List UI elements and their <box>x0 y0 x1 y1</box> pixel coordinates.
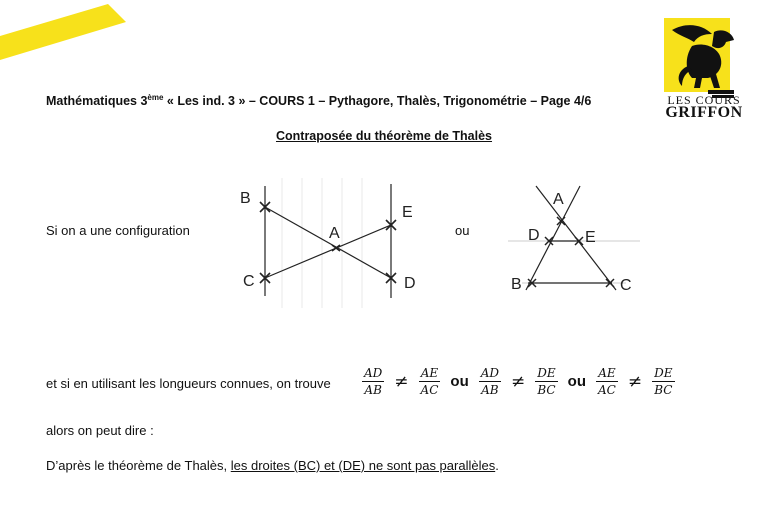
label-d: D <box>528 227 540 244</box>
or-word: ou <box>567 373 586 390</box>
label-e: E <box>585 229 596 246</box>
fraction-de-bc: $\frac{DE}{BC}$ <box>537 366 556 397</box>
or-word: ou <box>450 373 469 390</box>
condition-text: et si en utilisant les longueurs connues, on trouve <box>46 376 331 391</box>
header-prefix: Mathématiques 3 <box>46 94 148 109</box>
fraction-de-bc-2: $\frac{DE}{BC}$ <box>654 366 673 397</box>
neq-sign: ≠ <box>394 371 409 392</box>
logo-line2: GRIFFON <box>665 104 743 121</box>
label-d: D <box>404 275 416 292</box>
then-text: alors on peut dire : <box>46 423 154 438</box>
section-title: Contraposée du théorème de Thalès <box>275 129 493 143</box>
fraction-ad-ab: $\frac{AD}{AB}$ <box>364 366 383 397</box>
conclusion-prefix: D’après le théorème de Thalès, <box>46 458 231 473</box>
conclusion-suffix: . <box>495 458 499 473</box>
figure-triangle <box>500 182 650 302</box>
fraction-ae-ac-2: $\frac{AE}{AC}$ <box>598 366 616 397</box>
document-header <box>46 93 591 108</box>
yellow-corner-decoration <box>0 0 140 60</box>
label-e: E <box>402 204 413 221</box>
label-c: C <box>620 277 632 294</box>
ratio-inequality <box>362 366 675 397</box>
fraction-ae-ac: $\frac{AE}{AC}$ <box>420 366 439 397</box>
figure-butterfly <box>232 178 432 308</box>
logo-line1: LES COURS <box>667 93 741 107</box>
conclusion-text <box>46 458 499 473</box>
header-rest: « Les ind. 3 » – COURS 1 – Pythagore, Thalès, Trigonométrie – Page 4/6 <box>163 94 592 109</box>
label-a: A <box>553 191 564 208</box>
conclusion-underlined: les droites (BC) et (DE) ne sont pas parallèles <box>230 458 496 473</box>
neq-sign: ≠ <box>511 371 526 392</box>
label-a: A <box>329 225 340 242</box>
label-c: C <box>243 273 255 290</box>
fraction-ad-ab-2: $\frac{AD}{AB}$ <box>480 366 500 397</box>
label-b: B <box>240 190 251 207</box>
config-text: Si on a une configuration <box>46 223 190 238</box>
or-text: ou <box>455 223 470 238</box>
label-b: B <box>511 276 522 293</box>
header-sup: ème <box>147 93 164 102</box>
neq-sign: ≠ <box>627 371 643 392</box>
